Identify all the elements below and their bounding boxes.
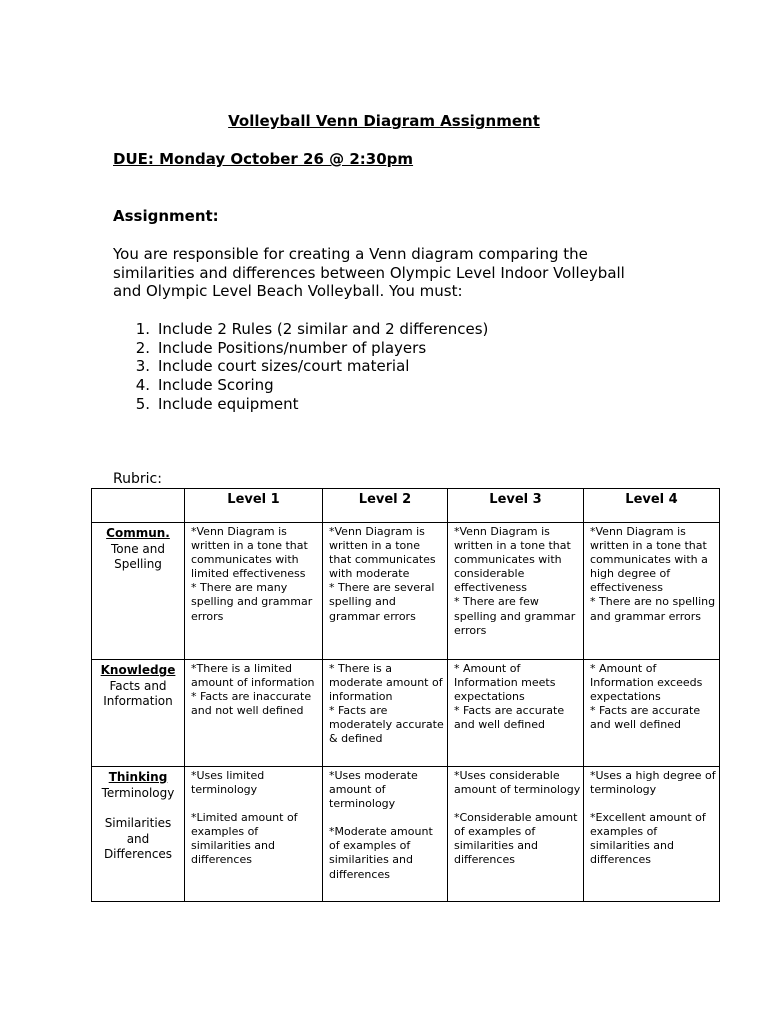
rubric-header-level-4: Level 4 xyxy=(584,489,720,523)
rubric-header-blank xyxy=(92,489,185,523)
rubric-cell-text: *Considerable amount of examples of similarities and differences xyxy=(454,811,578,867)
list-item-number: 4. xyxy=(135,376,150,395)
criterion-name: Commun. xyxy=(106,526,170,540)
rubric-header-row xyxy=(92,489,720,523)
rubric-cell-level-3 xyxy=(448,523,584,660)
rubric-cell-text: * There are several spelling and grammar errors xyxy=(329,581,435,623)
rubric-header-level-3: Level 3 xyxy=(448,489,584,523)
rubric-criterion xyxy=(92,660,185,767)
criterion-subtitle: Facts and Information xyxy=(103,678,173,708)
rubric-cell-text: * Facts are accurate and well defined xyxy=(590,704,701,732)
list-item-number: 1. xyxy=(135,320,150,338)
rubric-cell-level-2 xyxy=(323,767,448,902)
list-item-text: Include Positions/number of players xyxy=(158,338,427,357)
list-item xyxy=(113,395,488,414)
list-item-number: 3. xyxy=(135,357,150,376)
rubric-cell-level-4 xyxy=(584,767,720,902)
rubric-cell-text: *Venn Diagram is written in a tone that communicates with a high degree of effectiveness xyxy=(590,525,708,595)
rubric-row xyxy=(92,767,720,902)
rubric-cell-text: * There are many spelling and grammar errors xyxy=(191,581,313,623)
rubric-header-level-1: Level 1 xyxy=(185,489,323,523)
rubric-cell-text: *Excellent amount of examples of similarities and differences xyxy=(590,811,706,867)
list-item-number: 5. xyxy=(135,394,150,413)
list-item xyxy=(113,357,488,376)
assignment-heading: Assignment: xyxy=(113,207,219,225)
rubric-cell-text: *Venn Diagram is written in a tone that communicates with limited effectiveness xyxy=(191,525,308,581)
rubric-table xyxy=(91,488,720,902)
list-item xyxy=(113,376,488,395)
rubric-cell-level-2 xyxy=(323,523,448,660)
list-item-text: Include Scoring xyxy=(158,376,274,395)
rubric-cell-level-2 xyxy=(323,660,448,767)
rubric-row xyxy=(92,523,720,660)
list-item-text: Include equipment xyxy=(158,394,299,413)
criterion-subtitle: Tone and Spelling xyxy=(110,541,165,571)
criterion-name: Knowledge xyxy=(100,663,176,677)
list-item-text: Include 2 Rules (2 similar and 2 differences) xyxy=(158,320,489,338)
page-title: Volleyball Venn Diagram Assignment xyxy=(228,112,540,130)
rubric-body xyxy=(92,523,720,902)
list-item xyxy=(113,320,488,339)
rubric-cell-text: *Uses limited terminology xyxy=(191,769,265,797)
list-item xyxy=(113,339,488,358)
rubric-cell-level-4 xyxy=(584,660,720,767)
rubric-cell-level-3 xyxy=(448,767,584,902)
rubric-cell-level-1 xyxy=(185,767,323,902)
rubric-cell-text: * Facts are accurate and well defined xyxy=(454,704,565,732)
rubric-cell-text: *Moderate amount of examples of similarities and differences xyxy=(329,825,433,881)
rubric-cell-text: *Venn Diagram is written in a tone that communicates with considerable effectiveness xyxy=(454,525,571,595)
rubric-cell-text: * There is a moderate amount of information xyxy=(329,662,443,704)
rubric-cell-text: * There are no spelling and grammar errors xyxy=(590,595,716,623)
rubric-cell-text: * There are few spelling and grammar errors xyxy=(454,595,576,637)
rubric-cell-text: *Limited amount of examples of similarities and differences xyxy=(191,811,298,867)
rubric-cell-level-4 xyxy=(584,523,720,660)
rubric-cell-text: * Facts are inaccurate and not well defined xyxy=(191,690,312,718)
rubric-cell-text: * Amount of Information meets expectations xyxy=(454,662,556,704)
rubric-cell-text: *Uses a high degree of terminology xyxy=(590,769,716,797)
rubric-cell-text: *Uses considerable amount of terminology xyxy=(454,769,581,797)
list-item-number: 2. xyxy=(135,338,150,357)
requirements-list xyxy=(113,320,488,414)
due-date: DUE: Monday October 26 @ 2:30pm xyxy=(113,150,414,168)
criterion-name: Thinking xyxy=(108,770,168,784)
rubric-criterion xyxy=(92,523,185,660)
rubric-header-level-2: Level 2 xyxy=(323,489,448,523)
rubric-cell-text: *Uses moderate amount of terminology xyxy=(329,769,418,811)
rubric-cell-level-1 xyxy=(185,660,323,767)
criterion-subtitle: Terminology xyxy=(101,785,175,800)
rubric-cell-level-3 xyxy=(448,660,584,767)
rubric-row xyxy=(92,660,720,767)
rubric-cell-text: * Facts are moderately accurate & defined xyxy=(329,704,444,746)
rubric-cell-text: *Venn Diagram is written in a tone that communicates with moderate xyxy=(329,525,436,581)
rubric-cell-text: *There is a limited amount of information xyxy=(191,662,315,690)
rubric-label: Rubric: xyxy=(113,471,162,487)
assignment-intro: You are responsible for creating a Venn diagram comparing the similarities and differences between Olympic Level Indoor Volleyball and Olympic Level Beach Volleyball. You must: xyxy=(113,245,625,300)
rubric-cell-text: * Amount of Information exceeds expectations xyxy=(590,662,703,704)
rubric-cell-level-1 xyxy=(185,523,323,660)
rubric-criterion xyxy=(92,767,185,902)
criterion-subtitle-2: Similarities and Differences xyxy=(103,816,173,861)
list-item-text: Include court sizes/court material xyxy=(158,357,410,376)
